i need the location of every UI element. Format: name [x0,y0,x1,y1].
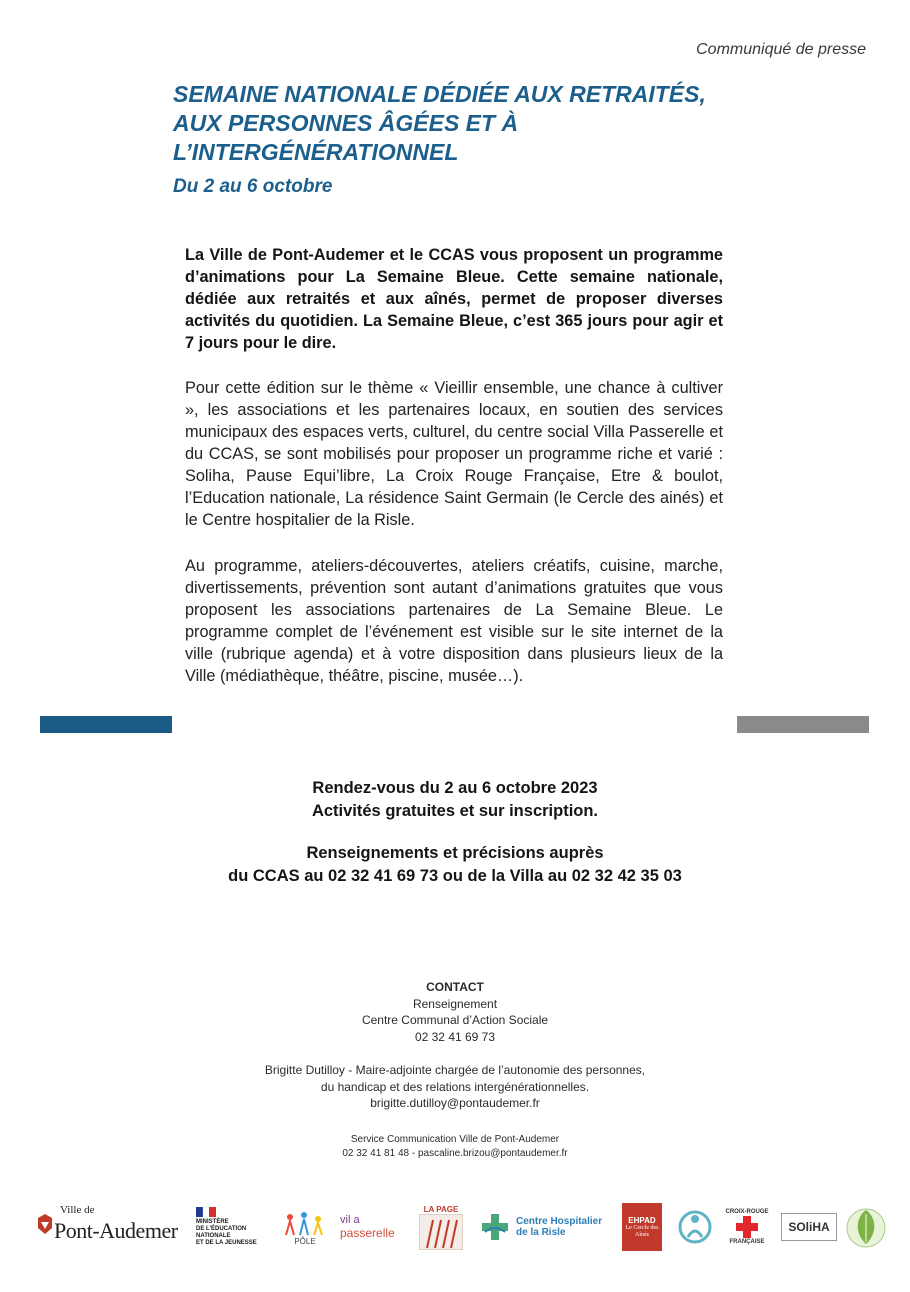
title-line-3: L’INTERGÉNÉRATIONNEL [173,139,459,165]
partner-circle-logo [676,1192,714,1262]
contact-block [0,979,910,1045]
intro-paragraph: La Ville de Pont-Audemer et le CCAS vous proposent un programme d’animations pour La Semaine Bleue. Cette semaine nationale, dédiée aux retraités et aux aînés, permet de proposer diverses activités du quotidien. La Semaine Bleue, c’est 365 jours pour agir et 7 jours pour le dire. [185,246,723,352]
villa-passerelle-logo [340,1192,404,1262]
la-page-logo [414,1192,468,1262]
communication-service-block [0,1133,910,1160]
rendezvous-block [0,777,910,823]
contact-line-1: Renseignement [412,996,498,1011]
decorative-bar-gray [737,716,869,733]
pole-label: PÔLE [294,1236,316,1246]
contact-person-block [0,1062,910,1112]
ministere-line-4: ET DE LA JEUNESSE [196,1240,257,1246]
leaf-circle-icon [845,1202,887,1252]
partner-figure-icon [678,1207,712,1247]
contact-heading: CONTACT [426,980,484,994]
contact-person-1: Brigitte Dutilloy - Maire-adjointe chargée de l’autonomie des personnes, [264,1063,646,1077]
logo-pont-audemer: Pont-Audemer [54,1218,178,1243]
rendezvous-line: Rendez-vous du 2 au 6 octobre 2023 [312,779,598,797]
hospital-cross-icon [480,1212,510,1242]
crf-bottom-label: FRANÇAISE [729,1239,765,1245]
ministere-logo [196,1192,272,1262]
ministere-line-3: NATIONALE [196,1233,231,1239]
chr-line-1: Centre Hospitalier [516,1216,603,1227]
ministere-line-2: DE L’ÉDUCATION [196,1226,247,1232]
page-title [173,80,773,167]
service-line-1: Service Communication Ville de Pont-Audemer [350,1134,560,1145]
soliha-label: SOliHA [788,1220,830,1234]
contact-phone: 02 32 41 69 73 [414,1029,496,1044]
title-line-2: AUX PERSONNES ÂGÉES ET À [173,110,519,136]
info-line-2: du CCAS au 02 32 41 69 73 ou de la Villa au 02 32 42 35 03 [228,867,682,885]
crf-top-label: CROIX-ROUGE [725,1209,769,1215]
pont-audemer-logo [22,1192,192,1262]
press-release-label: Communiqué de presse [696,41,866,58]
la-page-label: LA PAGE [423,1204,459,1214]
la-page-stripes-icon [419,1214,463,1250]
pole-figures-icon [282,1209,328,1237]
info-block [0,842,910,888]
contact-line-2: Centre Communal d’Action Sociale [361,1013,549,1027]
ehpad-logo [619,1192,665,1262]
ehpad-sub: Le Cercle des Aînés [625,1224,659,1238]
passerelle-label: passerelle [340,1226,395,1240]
pole-logo [276,1192,334,1262]
title-line-1: SEMAINE NATIONALE DÉDIÉE AUX RETRAITÉS, [173,81,706,107]
etre-et-boulot-logo [844,1192,888,1262]
free-activities-line: Activités gratuites et sur inscription. [311,802,599,820]
decorative-bar-blue [40,716,172,733]
logo-ville-de: Ville de [60,1204,95,1216]
soliha-logo [776,1192,842,1262]
ehpad-label: EHPAD [628,1215,656,1225]
chr-line-2: de la Risle [516,1227,566,1238]
city-emblem-icon [36,1214,54,1236]
contact-person-2: du handicap et des relations intergénérationnelles. [320,1079,590,1094]
ministere-line-1: MINISTÈRE [196,1219,229,1225]
event-dates: Du 2 au 6 octobre [173,176,333,197]
theme-paragraph: Pour cette édition sur le thème « Vieillir ensemble, une chance à cultiver », les associations et les partenaires locaux, en soutien des services municipaux des espaces verts, culturel, du centre social Villa Passerelle et du CCAS, se sont mobilisés pour proposer un programme riche et varié : Soliha, Pause Equi’libre, La Croix Rouge Française, Etre & boulot, l’Education nationale, La résidence Saint Germain (le Cercle des ainés) et le Centre hospitalier de la Risle. [185,379,723,529]
villa-label: vil a [340,1214,360,1226]
croix-rouge-logo [722,1192,772,1262]
service-line-2: 02 32 41 81 48 - pascaline.brizou@pontaudemer.fr [342,1147,568,1159]
program-paragraph: Au programme, ateliers-découvertes, ateliers créatifs, cuisine, marche, divertissements, prévention sont autant d’animations gratuites que vous proposent les associations partenaires de La Semaine Bleue. Le programme complet de l’événement est visible sur le site internet de la ville (rubrique agenda) et à votre disposition dans plusieurs lieux de la Ville (médiathèque, théâtre, piscine, musée…). [185,557,723,685]
french-flag-icon [196,1207,216,1217]
red-cross-icon [735,1215,759,1239]
centre-hospitalier-logo [480,1192,610,1262]
contact-email: brigitte.dutilloy@pontaudemer.fr [370,1096,540,1110]
info-line-1: Renseignements et précisions auprès [306,844,604,862]
